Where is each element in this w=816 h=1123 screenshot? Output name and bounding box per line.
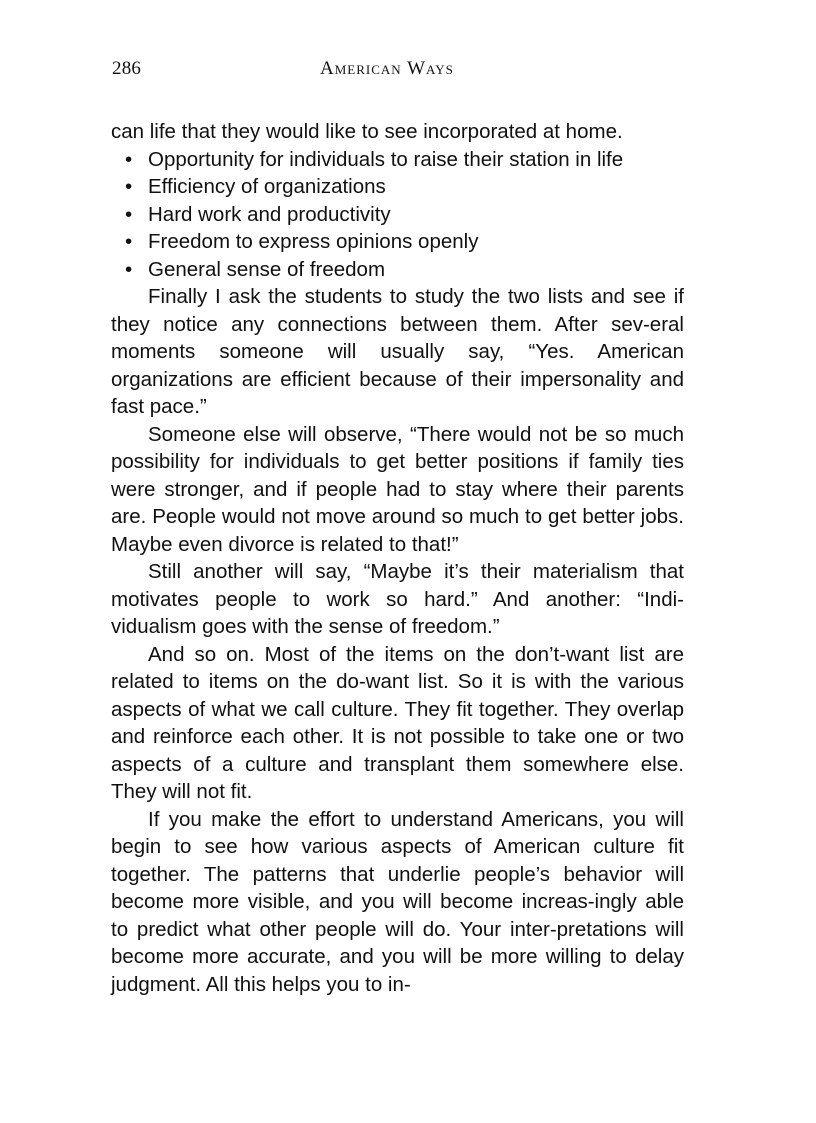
paragraph: Someone else will observe, “There would not be so much possibility for individuals to get better positions if family ties were stronger, and if people had to stay where their parents are. People would not move around so much to get better jobs. Maybe even divorce is related to that!” bbox=[111, 422, 684, 556]
list-item-text: General sense of freedom bbox=[148, 257, 386, 281]
list-item bbox=[111, 173, 684, 201]
list-item-text: Efficiency of organizations bbox=[148, 175, 386, 198]
paragraph: Finally I ask the students to study the two lists and see if they notice any connections between them. After sev-eral moments someone will usually say, “Yes. American organizations are efficient because of their impersonality and fast pace.” bbox=[111, 285, 684, 418]
list-item bbox=[111, 201, 684, 229]
bullet-icon: • bbox=[125, 175, 133, 198]
list-item bbox=[111, 256, 684, 284]
continuation-line: can life that they would like to see incorporated at home. bbox=[111, 120, 623, 143]
list-item bbox=[111, 228, 684, 256]
bullet-icon: • bbox=[125, 257, 133, 281]
bullet-icon: • bbox=[125, 230, 133, 253]
body-text bbox=[111, 118, 684, 998]
bullet-list bbox=[111, 146, 684, 284]
book-title: American Ways bbox=[320, 58, 454, 79]
paragraph: And so on. Most of the items on the don’t-want list are related to items on the do-want list. So it is with the various aspects of what we call culture. They fit together. They overlap and reinforce each other. It is not possible to take one or two aspects of a culture and transplant them somewhere else. They will not fit. bbox=[111, 642, 684, 803]
list-item-text: Freedom to express opinions openly bbox=[148, 230, 479, 253]
running-head bbox=[112, 58, 684, 88]
bullet-icon: • bbox=[125, 147, 133, 171]
list-item-text: Hard work and productivity bbox=[148, 202, 391, 226]
bullet-icon: • bbox=[125, 202, 133, 226]
list-item bbox=[111, 146, 684, 174]
paragraph: If you make the effort to understand Americans, you will begin to see how various aspects of American culture fit together. The patterns that underlie people’s behavior will become more visible, and you will become increas-ingly able to predict what other people will do. Your inter-pretations will become more accurate, and you will be more willing to delay judgment. All this helps you to in- bbox=[111, 807, 684, 996]
paragraph: Still another will say, “Maybe it’s their materialism that motivates people to work so hard.” And another: “Indi-vidualism goes with the sense of freedom.” bbox=[111, 560, 684, 638]
list-item-text: Opportunity for individuals to raise their station in life bbox=[148, 147, 624, 171]
page-number: 286 bbox=[112, 58, 142, 79]
